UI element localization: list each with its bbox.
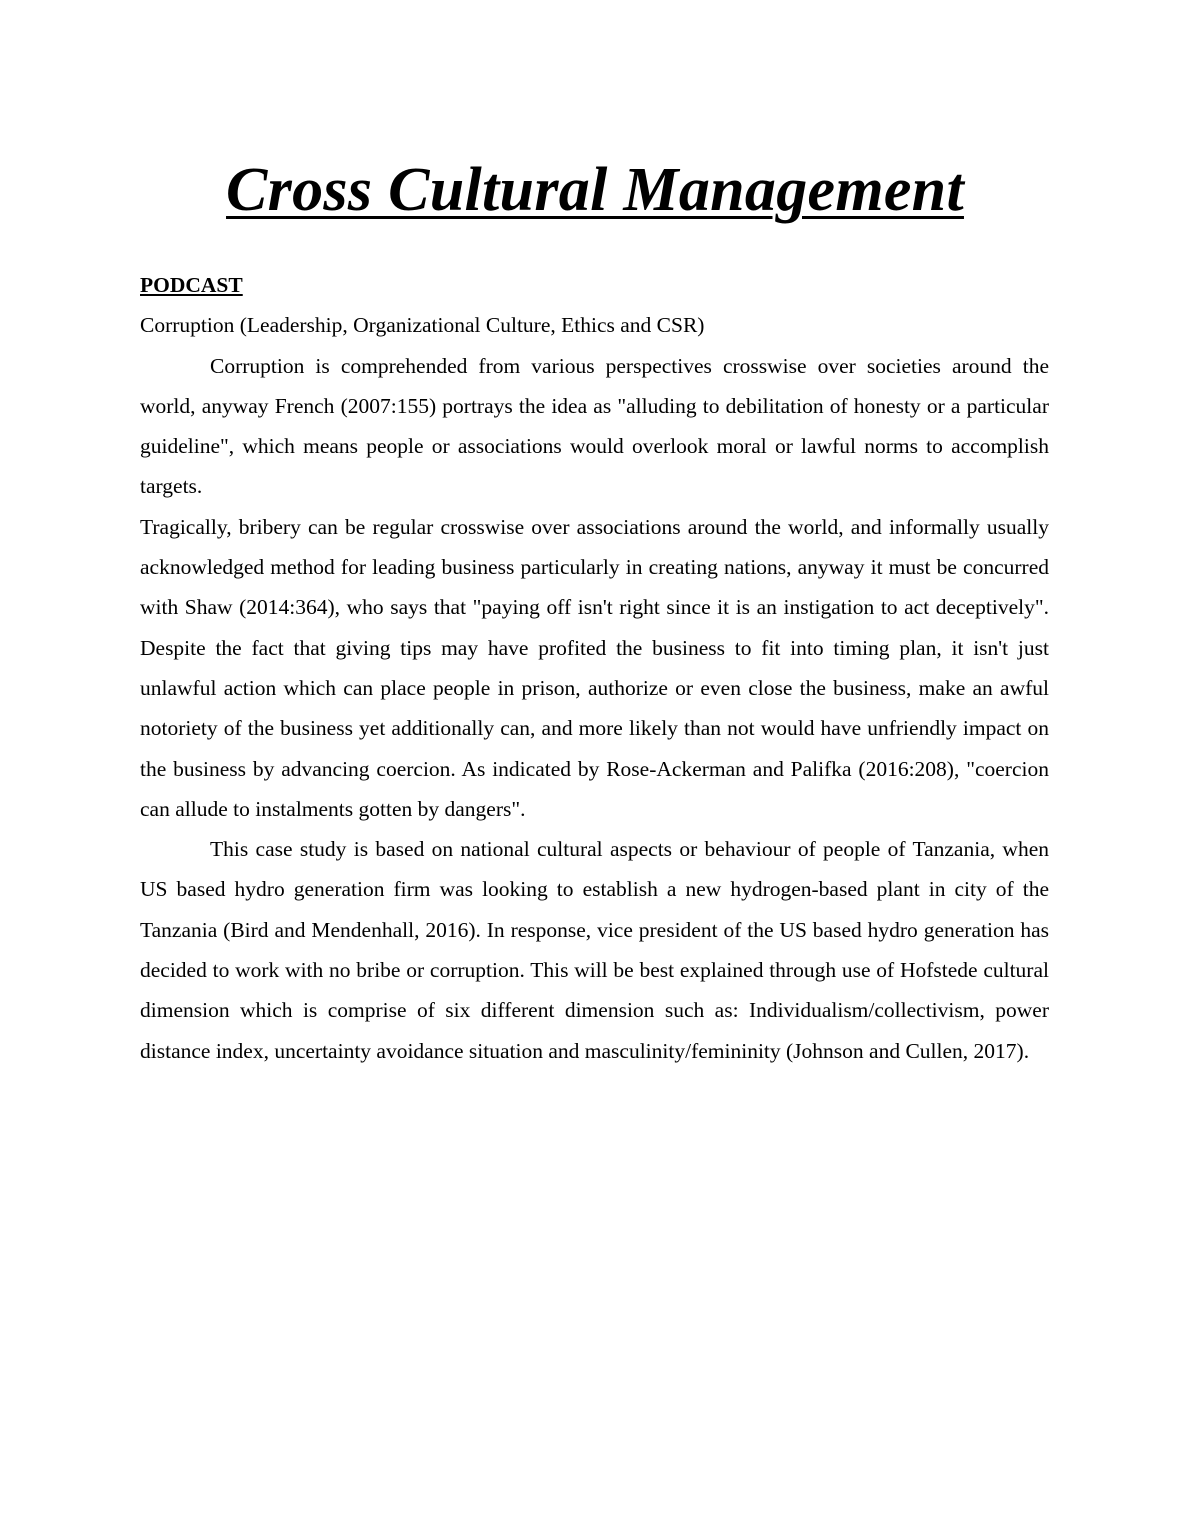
- paragraph-2: Tragically, bribery can be regular crosswise over associations around the world, and informally usually acknowledged method for leading business particularly in creating nations, anyway it must be concurred with Shaw (2014:364), who says that "paying off isn't right since it is an instigation to act deceptively". Despite the fact that giving tips may have profited the business to fit into timing plan, it isn't just unlawful action which can place people in prison, authorize or even close the business, make an awful notoriety of the business yet additionally can, and more likely than not would have unfriendly impact on the business by advancing coercion. As indicated by Rose-Ackerman and Palifka (2016:208), "coercion can allude to instalments gotten by dangers".: [140, 514, 1049, 821]
- document-body: [140, 265, 1049, 1071]
- paragraph-1: Corruption is comprehended from various perspectives crosswise over societies around the world, anyway French (2007:155) portrays the idea as "alluding to debilitation of honesty or a particular guideline", which means people or associations would overlook moral or lawful norms to accomplish targets.: [140, 353, 1049, 499]
- section-heading: PODCAST: [140, 273, 243, 297]
- section-subheading: Corruption (Leadership, Organizational Culture, Ethics and CSR): [140, 313, 705, 338]
- paragraph-3: This case study is based on national cultural aspects or behaviour of people of Tanzania, when US based hydro generation firm was looking to establish a new hydrogen-based plant in city of the Tanzania (Bird and Mendenhall, 2016). In response, vice president of the US based hydro generation has decided to work with no bribe or corruption. This will be best explained through use of Hofstede cultural dimension which is comprise of six different dimension such as: Individualism/collectivism, power distance index, uncertainty avoidance situation and masculinity/femininity (Johnson and Cullen, 2017).: [140, 837, 1049, 1063]
- document-title: Cross Cultural Management: [226, 156, 964, 224]
